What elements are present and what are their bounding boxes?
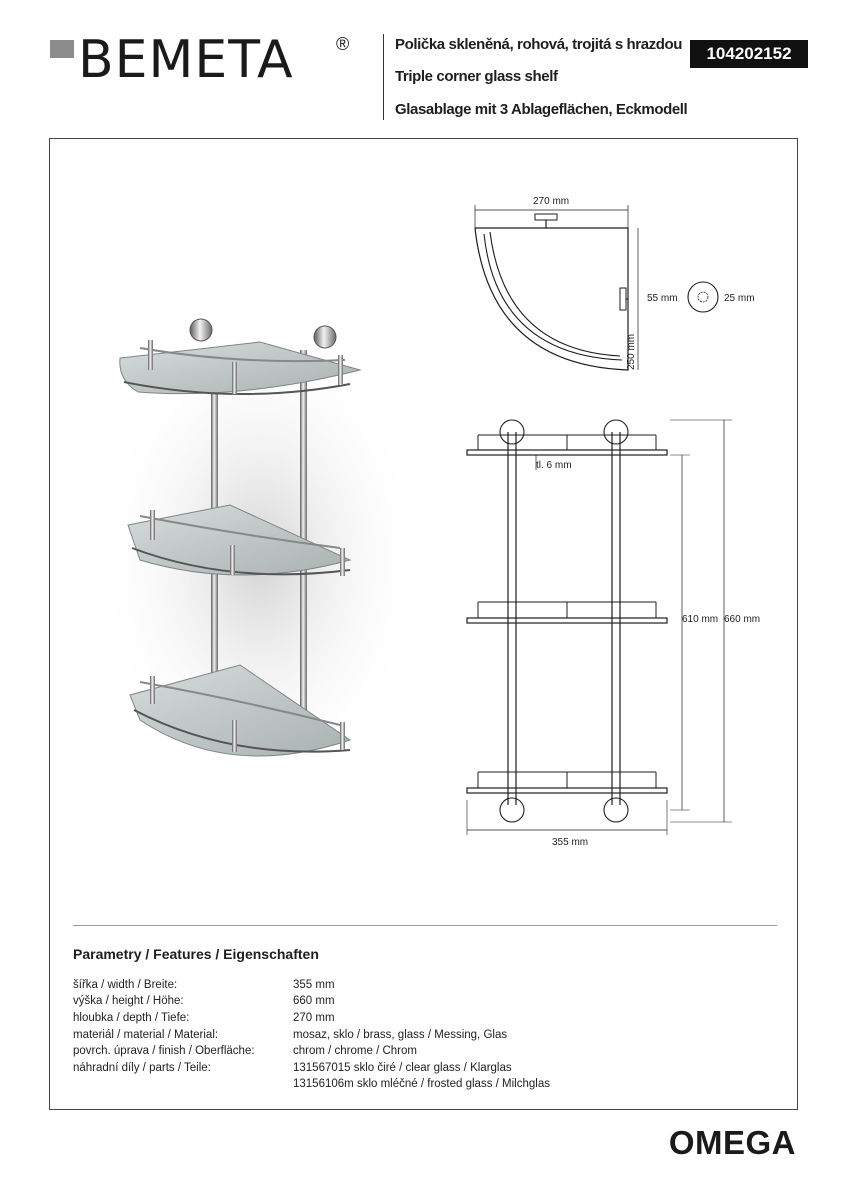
series-name: OMEGA bbox=[668, 1124, 796, 1161]
brand-name: BEMETA bbox=[78, 30, 294, 90]
drawings bbox=[50, 139, 797, 919]
section-divider bbox=[73, 925, 777, 926]
param-value: chrom / chrome / Chrom bbox=[293, 1045, 417, 1057]
title-english: Triple corner glass shelf bbox=[395, 68, 558, 85]
title-czech: Polička skleněná, rohová, trojitá s hrazdou bbox=[395, 36, 683, 53]
param-label: šířka / width / Breite: bbox=[73, 979, 178, 991]
product-photo bbox=[95, 319, 425, 800]
dim-depth-top: 270 mm bbox=[533, 196, 570, 207]
param-value: 131567015 sklo čiré / clear glass / Klarglas bbox=[293, 1062, 512, 1074]
header-divider bbox=[383, 34, 384, 120]
dim-side-depth: 250 mm bbox=[626, 333, 637, 370]
param-value: 13156106m sklo mléčné / frosted glass / Milchglas bbox=[293, 1078, 550, 1090]
dim-rosette-inner: 25 mm bbox=[724, 293, 755, 304]
dim-width-bottom: 355 mm bbox=[552, 837, 589, 848]
param-value: 660 mm bbox=[293, 995, 335, 1007]
param-label: výška / height / Höhe: bbox=[73, 995, 184, 1007]
dim-glass-thickness: tl. 6 mm bbox=[536, 460, 572, 471]
param-value: 270 mm bbox=[293, 1012, 335, 1024]
logo-square-mark bbox=[50, 40, 74, 58]
dim-height-inner: 610 mm bbox=[682, 614, 719, 625]
front-view-drawing bbox=[467, 420, 732, 835]
registered-mark: ® bbox=[336, 34, 350, 54]
brand-logo bbox=[50, 30, 350, 91]
product-code: 104202152 bbox=[690, 40, 808, 68]
param-label: hloubka / depth / Tiefe: bbox=[73, 1012, 190, 1024]
param-label: náhradní díly / parts / Teile: bbox=[73, 1062, 211, 1074]
dim-rosette-outer: 55 mm bbox=[647, 293, 678, 304]
param-value: 355 mm bbox=[293, 979, 335, 991]
param-value: mosaz, sklo / brass, glass / Messing, Glas bbox=[293, 1029, 508, 1041]
title-german: Glasablage mit 3 Ablageflächen, Eckmodell bbox=[395, 101, 688, 118]
top-view-drawing bbox=[475, 205, 718, 370]
params-heading: Parametry / Features / Eigenschaften bbox=[73, 946, 319, 962]
param-label: materiál / material / Material: bbox=[73, 1029, 219, 1041]
dim-height-total: 660 mm bbox=[724, 614, 761, 625]
param-label: povrch. úprava / finish / Oberfläche: bbox=[73, 1045, 255, 1057]
